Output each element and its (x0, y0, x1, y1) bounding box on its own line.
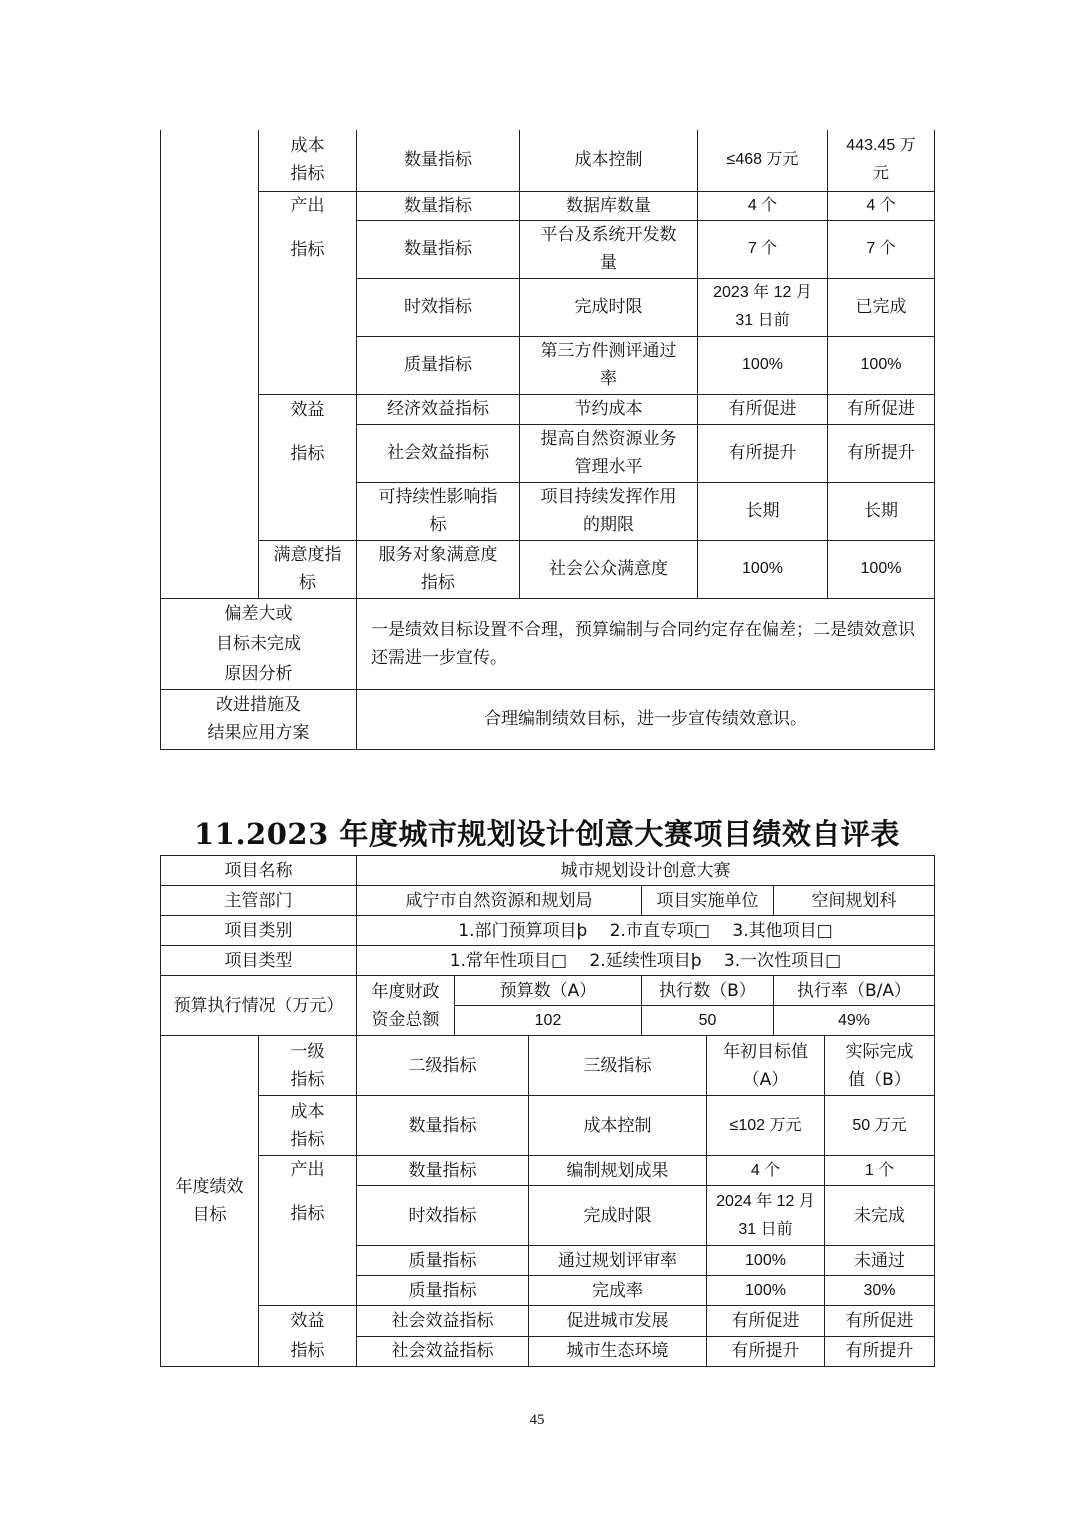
target-cell: 有所提升 (698, 424, 828, 482)
level2-cell: 数量指标 (357, 191, 520, 220)
exec-header: 执行数（B） (642, 976, 774, 1006)
target-cell: 2023 年 12 月 31 日前 (698, 278, 828, 336)
level3-cell: 数据库数量 (520, 191, 698, 220)
actual-cell: 有所提升 (828, 424, 935, 482)
level3-cell: 完成时限 (529, 1186, 707, 1246)
level2-cell: 服务对象满意度 指标 (357, 540, 520, 598)
level2-cell: 数量指标 (357, 130, 520, 191)
header-level3: 三级指标 (529, 1036, 707, 1096)
category-label: 项目类别 (161, 916, 357, 946)
actual-cell: 1 个 (825, 1156, 935, 1186)
actual-cell: 443.45 万 元 (828, 130, 935, 191)
target-cell: 4 个 (707, 1156, 825, 1186)
actual-cell: 50 万元 (825, 1096, 935, 1156)
level1-cost: 成本 指标 (259, 1096, 357, 1156)
project-self-evaluation-table (160, 855, 935, 1367)
type-value: 1.常年性项目□ 2.延续性项目þ 3.一次性项目□ (357, 946, 935, 976)
actual-cell: 长期 (828, 482, 935, 540)
actual-cell: 未通过 (825, 1246, 935, 1276)
header-actual: 实际完成 值（B） (825, 1036, 935, 1096)
level3-cell: 完成时限 (520, 278, 698, 336)
level3-cell: 平台及系统开发数 量 (520, 220, 698, 278)
level1-output: 产出 指标 (259, 1156, 357, 1306)
project-name-value: 城市规划设计创意大赛 (357, 856, 935, 886)
level1-cost: 成本 指标 (259, 130, 357, 191)
goal-label-cell (161, 130, 259, 598)
actual-cell: 未完成 (825, 1186, 935, 1246)
project-name-label: 项目名称 (161, 856, 357, 886)
actual-cell: 4 个 (828, 191, 935, 220)
level1-satisfaction: 满意度指 标 (259, 540, 357, 598)
level3-cell: 编制规划成果 (529, 1156, 707, 1186)
target-cell: 长期 (698, 482, 828, 540)
level2-cell: 社会效益指标 (357, 1306, 529, 1337)
level2-cell: 经济效益指标 (357, 394, 520, 424)
target-cell: 有所促进 (698, 394, 828, 424)
level3-cell: 社会公众满意度 (520, 540, 698, 598)
target-cell: ≤102 万元 (707, 1096, 825, 1156)
target-cell: 有所促进 (707, 1306, 825, 1337)
actual-cell: 30% (825, 1276, 935, 1306)
level2-cell: 质量指标 (357, 336, 520, 394)
impl-unit-label: 项目实施单位 (642, 886, 774, 916)
level2-cell: 质量指标 (357, 1276, 529, 1306)
level3-cell: 第三方件测评通过 率 (520, 336, 698, 394)
level3-cell: 完成率 (529, 1276, 707, 1306)
rate-value: 49% (774, 1006, 935, 1036)
budget-value: 102 (455, 1006, 642, 1036)
level2-cell: 社会效益指标 (357, 424, 520, 482)
actual-cell: 有所提升 (825, 1336, 935, 1367)
page-number: 45 (529, 1412, 545, 1428)
category-value: 1.部门预算项目þ 2.市直专项□ 3.其他项目□ (357, 916, 935, 946)
budget-label: 预算执行情况（万元） (161, 976, 357, 1036)
deviation-label: 偏差大或 目标未完成 原因分析 (161, 598, 357, 689)
dept-label: 主管部门 (161, 886, 357, 916)
type-label: 项目类型 (161, 946, 357, 976)
level2-cell: 可持续性影响指 标 (357, 482, 520, 540)
performance-table-continued (160, 130, 935, 750)
section-title: 11.2023 年度城市规划设计创意大赛项目绩效自评表 (194, 817, 900, 851)
level3-cell: 城市生态环境 (529, 1336, 707, 1367)
rate-header: 执行率（B/A） (774, 976, 935, 1006)
target-cell: 2024 年 12 月 31 日前 (707, 1186, 825, 1246)
level3-cell: 通过规划评审率 (529, 1246, 707, 1276)
level2-cell: 社会效益指标 (357, 1336, 529, 1367)
level1-output: 产出 指标 (259, 191, 357, 394)
fund-label: 年度财政 资金总额 (357, 976, 455, 1036)
actual-cell: 100% (828, 336, 935, 394)
exec-value: 50 (642, 1006, 774, 1036)
target-cell: ≤468 万元 (698, 130, 828, 191)
level2-cell: 质量指标 (357, 1246, 529, 1276)
level3-cell: 成本控制 (520, 130, 698, 191)
target-cell: 7 个 (698, 220, 828, 278)
level3-cell: 提高自然资源业务 管理水平 (520, 424, 698, 482)
target-cell: 有所提升 (707, 1336, 825, 1367)
target-cell: 100% (698, 336, 828, 394)
level2-cell: 时效指标 (357, 1186, 529, 1246)
level1-benefit: 效益 指标 (259, 1306, 357, 1367)
level2-cell: 时效指标 (357, 278, 520, 336)
level2-cell: 数量指标 (357, 1156, 529, 1186)
annual-goal-label: 年度绩效 目标 (161, 1036, 259, 1367)
target-cell: 4 个 (698, 191, 828, 220)
level3-cell: 节约成本 (520, 394, 698, 424)
actual-cell: 7 个 (828, 220, 935, 278)
improvement-label: 改进措施及 结果应用方案 (161, 689, 357, 749)
target-cell: 100% (707, 1276, 825, 1306)
actual-cell: 100% (828, 540, 935, 598)
level2-cell: 数量指标 (357, 220, 520, 278)
header-level1: 一级 指标 (259, 1036, 357, 1096)
actual-cell: 已完成 (828, 278, 935, 336)
target-cell: 100% (707, 1246, 825, 1276)
header-level2: 二级指标 (357, 1036, 529, 1096)
level3-cell: 促进城市发展 (529, 1306, 707, 1337)
actual-cell: 有所促进 (828, 394, 935, 424)
level1-benefit: 效益 指标 (259, 394, 357, 540)
budget-header: 预算数（A） (455, 976, 642, 1006)
improvement-text: 合理编制绩效目标，进一步宣传绩效意识。 (357, 689, 935, 749)
target-cell: 100% (698, 540, 828, 598)
deviation-text: 一是绩效目标设置不合理，预算编制与合同约定存在偏差；二是绩效意识还需进一步宣传。 (357, 598, 935, 689)
level3-cell: 成本控制 (529, 1096, 707, 1156)
level2-cell: 数量指标 (357, 1096, 529, 1156)
header-target: 年初目标值 （A） (707, 1036, 825, 1096)
impl-unit-value: 空间规划科 (774, 886, 935, 916)
dept-value: 咸宁市自然资源和规划局 (357, 886, 642, 916)
level3-cell: 项目持续发挥作用 的期限 (520, 482, 698, 540)
actual-cell: 有所促进 (825, 1306, 935, 1337)
